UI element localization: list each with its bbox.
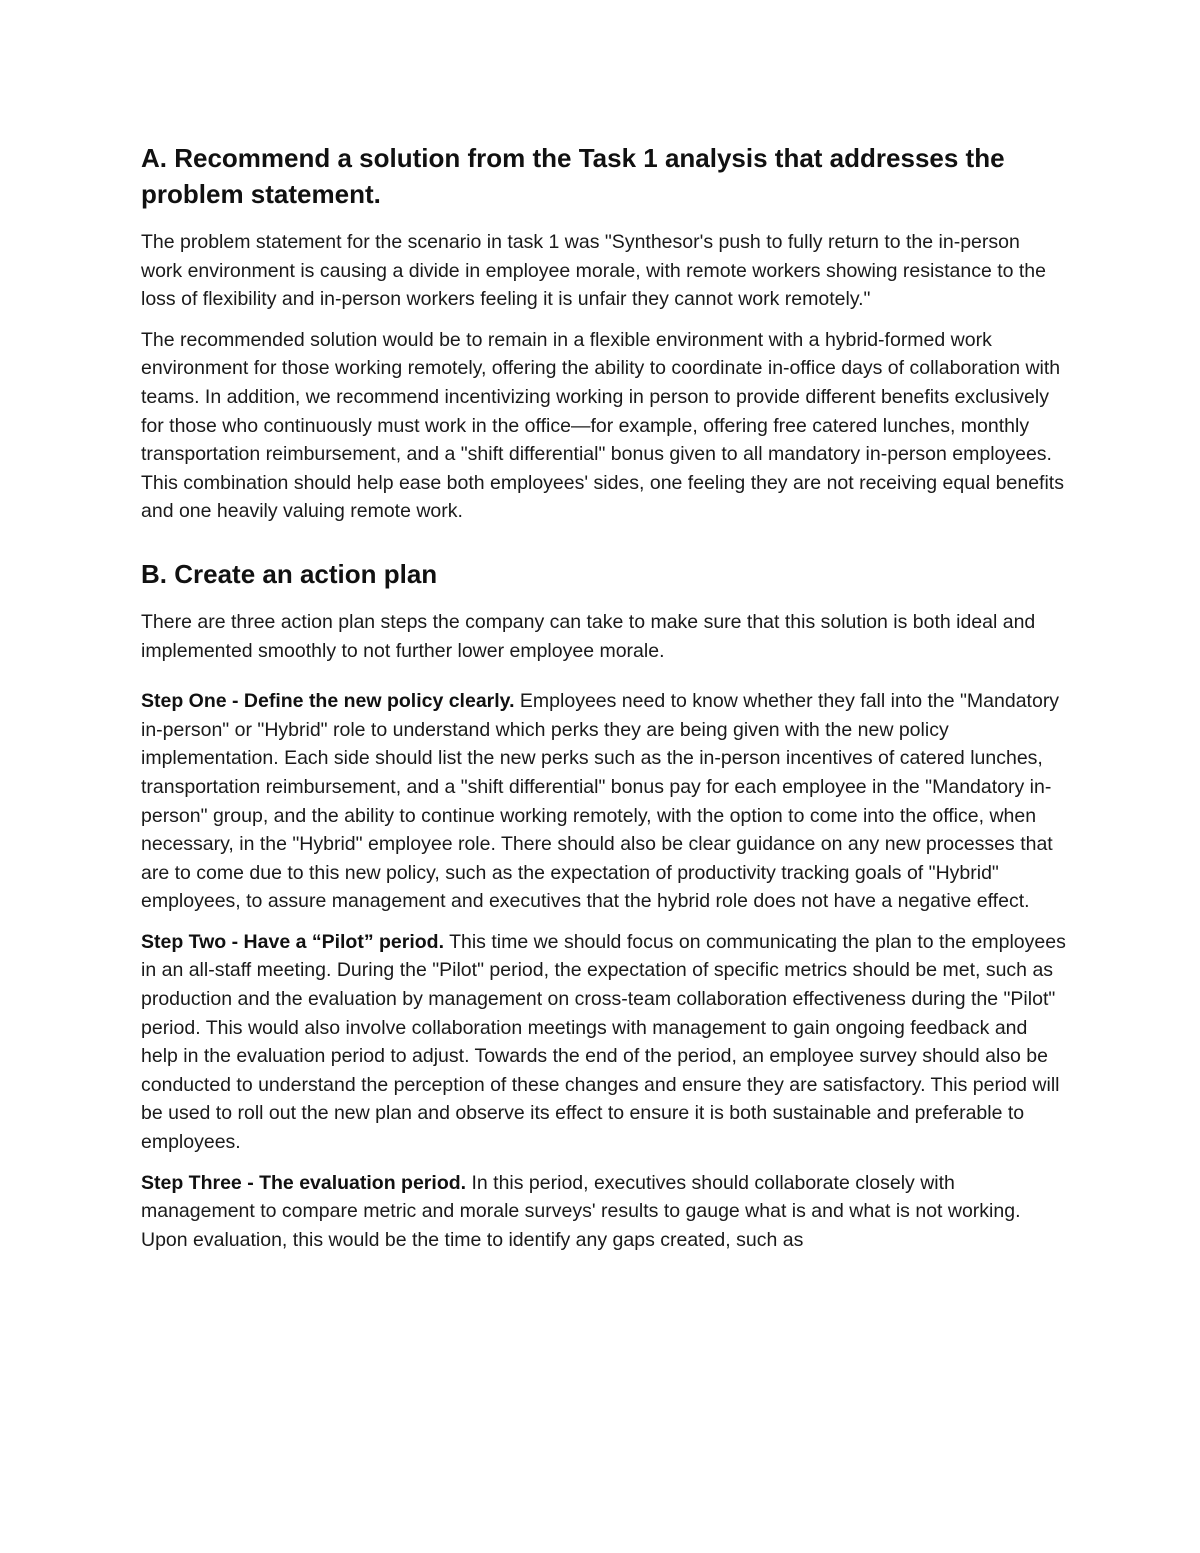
step-two-paragraph (141, 928, 1066, 1157)
step-two-title: Step Two - Have a “Pilot” period. (141, 930, 445, 953)
action-plan-intro: There are three action plan steps the company can take to make sure that this solution is both ideal and implemented smoothly to not further lower employee morale. (141, 610, 1036, 662)
recommended-solution-paragraph: The recommended solution would be to remain in a flexible environment with a hybrid-formed work environment for those working remotely, offering the ability to coordinate in-office days of collaboration with teams. In addition, we recommend incentivizing working in person to provide different benefits exclusively for those who continuously must work in the office—for example, offering free catered lunches, monthly transportation reimbursement, and a "shift differential" bonus given to all mandatory in-person employees. This combination should help ease both employees' sides, one feeling they are not receiving equal benefits and one heavily valuing remote work. (141, 328, 1064, 523)
section-b-heading: B. Create an action plan (141, 558, 438, 589)
step-two-text: This time we should focus on communicating the plan to the employees in an all-staff meeting. During the "Pilot" period, the expectation of specific metrics should be met, such as production and the evaluation by management on cross-team collaboration effectiveness during the "Pilot" period. This would also involve collaboration meetings with management to gain ongoing feedback and help in the evaluation period to adjust. Towards the end of the period, an employee survey should also be conducted to understand the perception of these changes and ensure they are satisfactory. This period will be used to roll out the new plan and observe its effect to ensure it is both sustainable and preferable to employees. (141, 930, 1066, 1154)
step-three-title: Step Three - The evaluation period. (141, 1171, 467, 1194)
step-one-title: Step One - Define the new policy clearly. (141, 690, 515, 713)
document-page (141, 140, 1066, 1266)
section-a-heading: A. Recommend a solution from the Task 1 analysis that addresses the problem statement. (141, 143, 1005, 209)
step-three-text: In this period, executives should collaborate closely with management to compare metric and morale surveys' results to gauge what is and what is not working. Upon evaluation, this would be the time to identify any gaps created, such as (141, 1171, 1021, 1251)
step-one-text: Employees need to know whether they fall into the "Mandatory in-person" or "Hybrid" role to understand which perks they are being given with the new policy implementation. Each side should list the new perks such as the in-person incentives of catered lunches, transportation reimbursement, and a "shift differential" bonus pay for each employee in the "Mandatory in-person" group, and the ability to continue working remotely, with the option to come into the office, when necessary, in the "Hybrid" employee role. There should also be clear guidance on any new processes that are to come due to this new policy, such as the expectation of productivity tracking goals of "Hybrid" employees, to assure management and executives that the hybrid role does not have a negative effect. (141, 690, 1060, 913)
step-three-paragraph (141, 1169, 1066, 1255)
step-one-paragraph (141, 687, 1066, 916)
problem-statement-paragraph: The problem statement for the scenario in task 1 was "Synthesor's push to fully return to the in-person work environment is causing a divide in employee morale, with remote workers showing resistance to the loss of flexibility and in-person workers feeling it is unfair they cannot work remotely." (141, 231, 1046, 311)
